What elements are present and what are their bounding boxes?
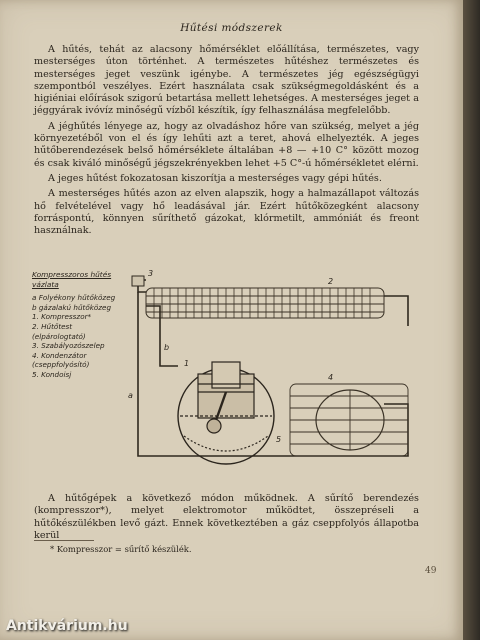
pipe-lines <box>138 280 408 456</box>
page-number: 49 <box>425 566 437 576</box>
diagram-number-5: 5 <box>276 435 282 444</box>
diagram-letter-a: a <box>128 391 133 400</box>
legend-item: 5. Kondoisj <box>32 369 72 379</box>
diagram-number-2: 2 <box>328 277 334 286</box>
paragraph: A jeges hűtést fokozatosan kiszorítja a mesterséges vagy gépi hűtés. <box>48 172 382 184</box>
paragraph: A mesterséges hűtés azon az elven alapszik, hogy a halmazállapot változás hő felvételével vagy hő leadásával jár. Ezért hűtőközegként alacsony forráspontú, könnyen sűríthető gázokat, klórmetilt, ammóniát és freont használnak. <box>34 188 419 237</box>
diagram-drawing <box>28 266 428 486</box>
running-head: Hűtési módszerek <box>180 22 283 34</box>
legend-item: a Folyékony hűtőközeg <box>32 293 116 303</box>
legend-item: 1. Kompresszor* <box>32 312 92 322</box>
footnote: * Kompresszor = sűrítő készülék. <box>50 544 192 554</box>
paragraph: A hűtés, tehát az alacsony hőmérséklet előállítása, természetes, vagy mesterséges úton történhet. A természetes hűtéshez természetes és mesterséges jeget veszünk igénybe. A természetes jég egészségügyi szempontból veszélyes. Ezért használata csak szükségmegoldásként és a higiéniai előírások szigorú betartása mellett lehetséges. A mesterséges jeget a jéggyárak ivóvíz minőségű vízből készítik, így felhasználása megfelelőbb. <box>34 44 419 117</box>
footnote-divider <box>34 540 94 541</box>
compressor-diagram <box>28 266 428 486</box>
book-spine-edge <box>463 0 480 640</box>
diagram-number-1: 1 <box>184 359 190 368</box>
main-text <box>34 44 419 240</box>
compressor <box>178 362 274 464</box>
condenser-coil <box>290 384 408 456</box>
diagram-letter-b: b <box>164 343 170 352</box>
legend-item: 2. Hűtőtest (elpárologtató) <box>32 321 86 341</box>
watermark: Antikvárium.hu <box>6 618 128 634</box>
paragraph: A jéghűtés lényege az, hogy az olvadáshoz hőre van szükség, melyet a jég környezetéből von el és így lehűti azt a teret, ahová elhelyezték. A jeges hűtőberendezések belső hőmérséklete általában +8 — +10 C° között mozog és csak kiváló minőségű jégszekrényekben lehet +5 C°-ú hőmérsékletet elérni. <box>34 120 419 169</box>
legend-title: Kompresszoros hűtés vázlata <box>32 270 112 289</box>
diagram-number-3: 3 <box>148 269 154 278</box>
continuation-text <box>34 493 419 542</box>
legend-item: b gázalakú hűtőközeg <box>32 302 112 312</box>
legend-item: 4. Kondenzátor (cseppfolyósító) <box>32 350 90 370</box>
legend-item: 3. Szabályozószelep <box>32 341 105 351</box>
regulating-valve <box>132 276 144 286</box>
paragraph: A hűtőgépek a következő módon működnek. A sűrítő berendezés (kompresszor*), melyet elektromotor működtet, összepréseli a hűtőkészülékben levő gázt. Ennek következtében a gáz cseppfolyós állapotba kerül <box>34 493 419 541</box>
diagram-number-4: 4 <box>328 373 334 382</box>
evaporator-coil <box>146 288 384 318</box>
